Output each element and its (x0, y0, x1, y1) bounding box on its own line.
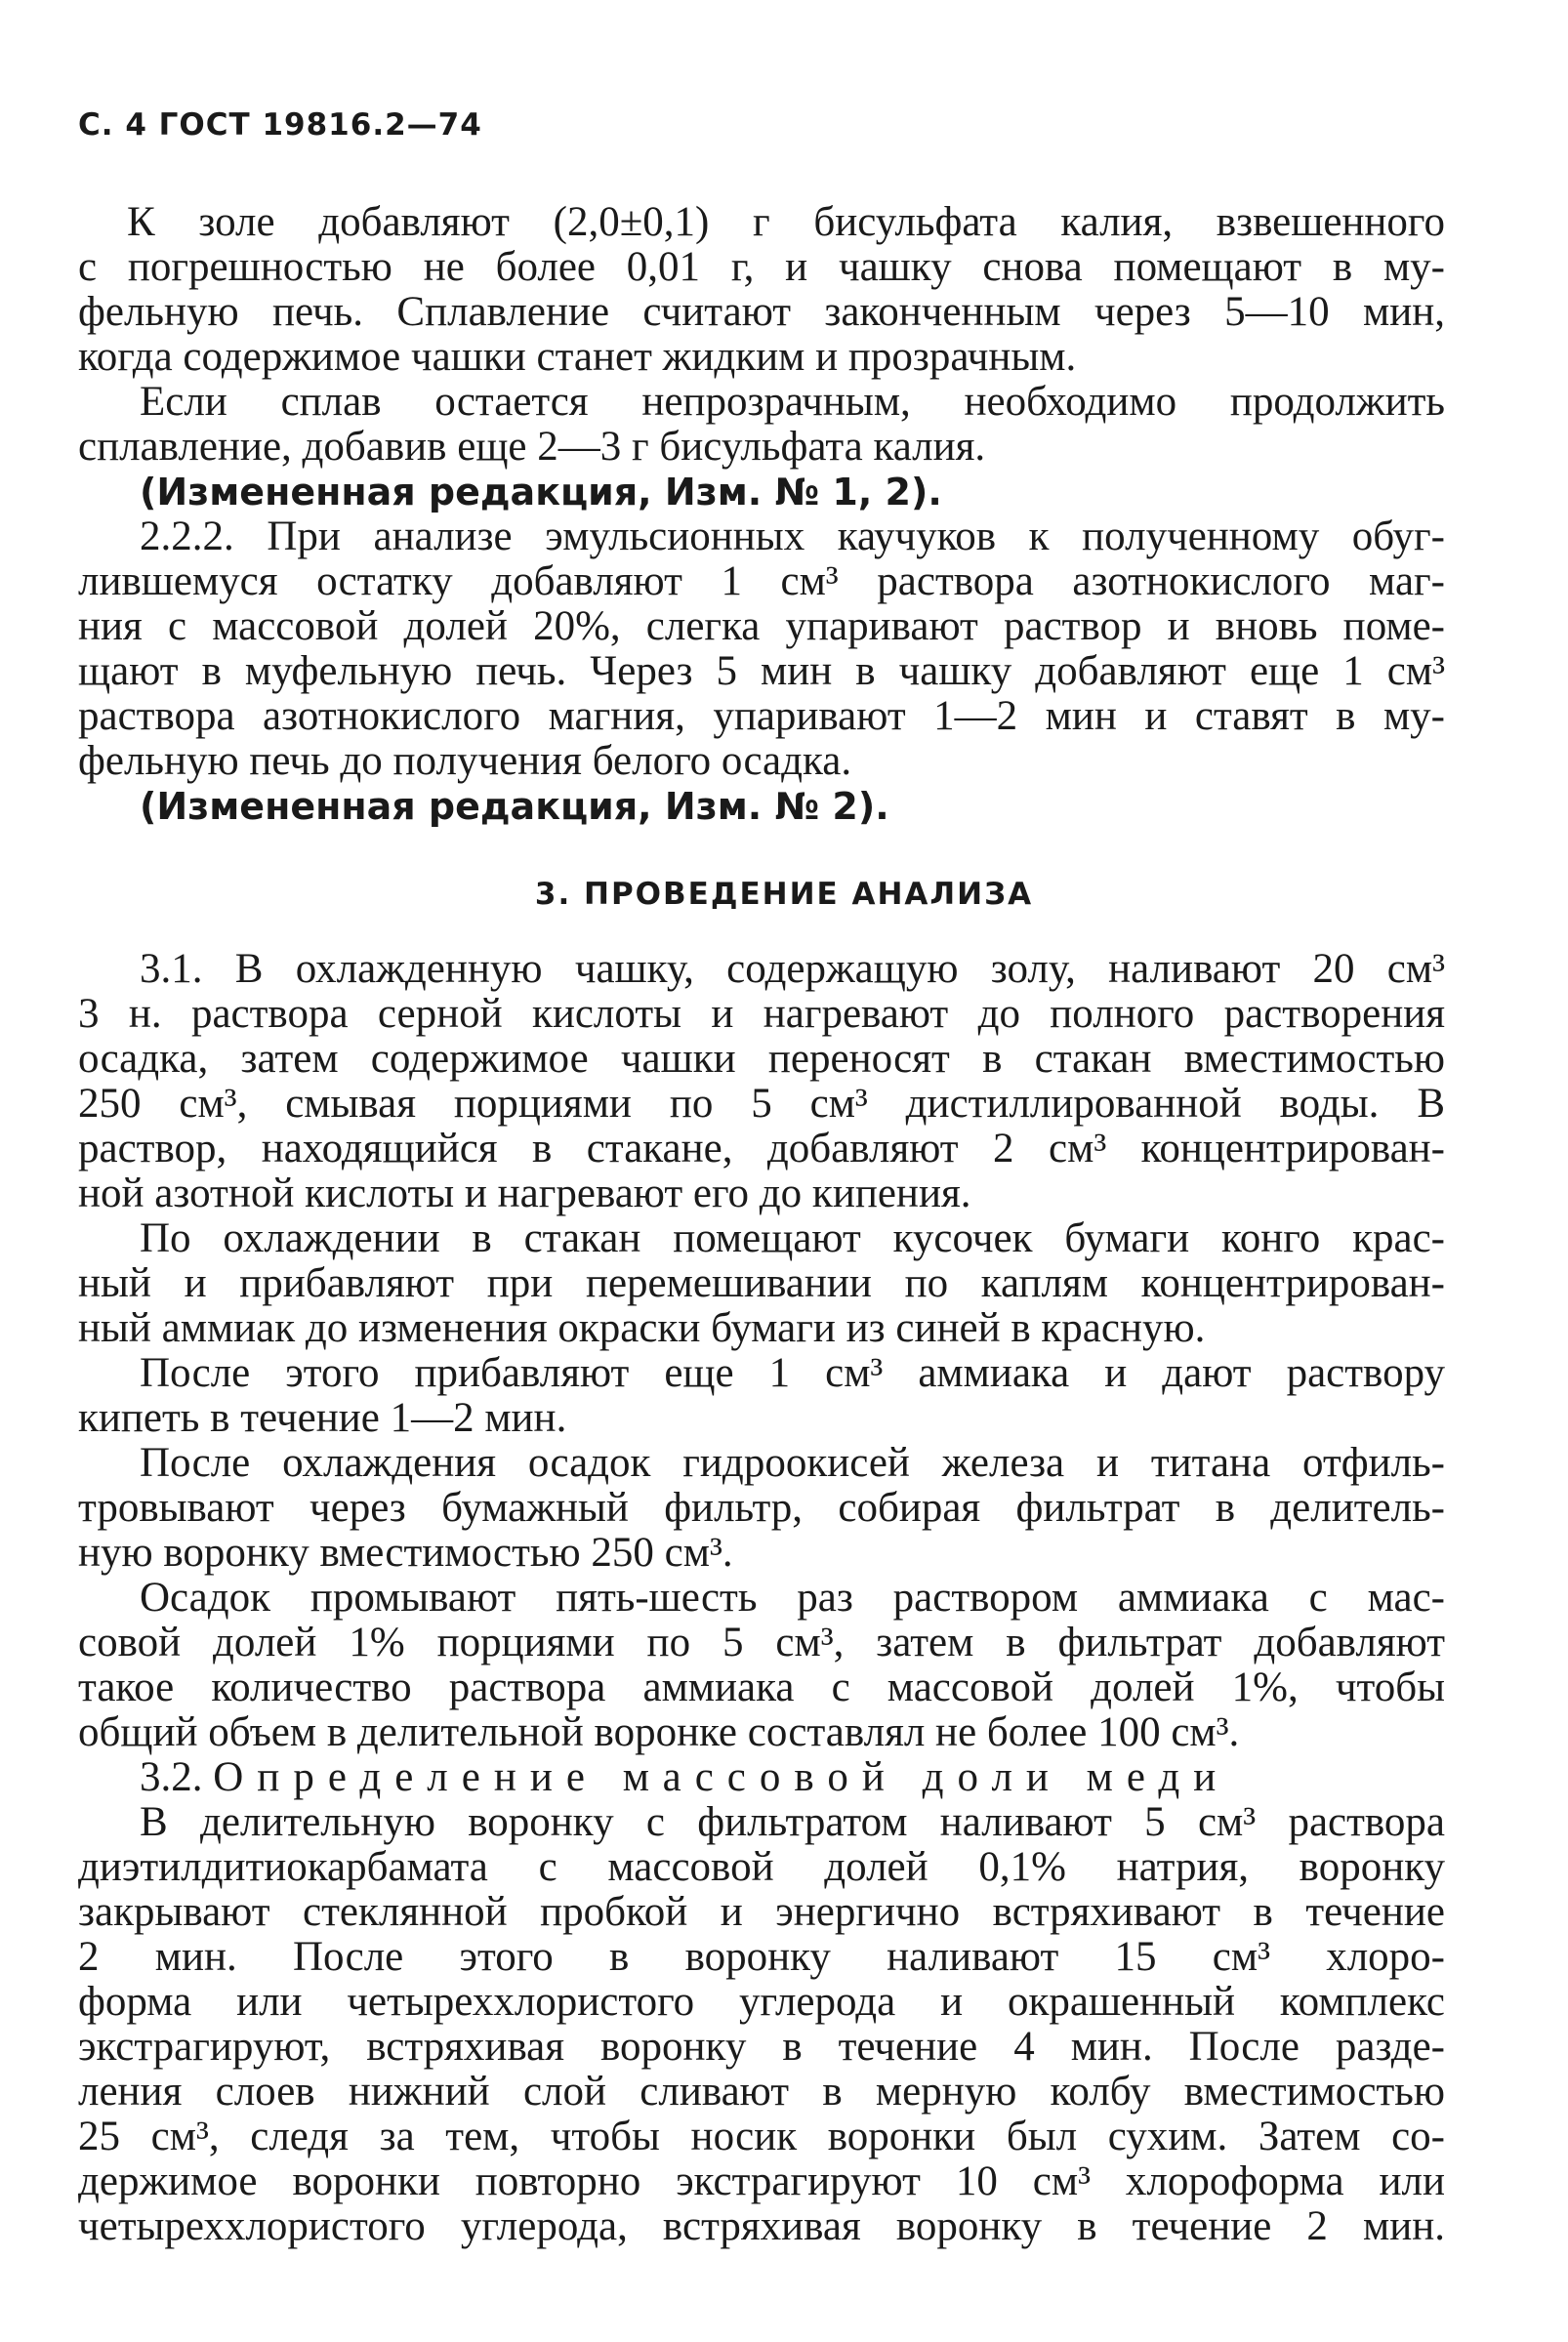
text-line: По охлаждении в стакан помещают кусочек бумаги конго крас- (140, 1215, 1445, 1261)
page-header: С. 4 ГОСТ 19816.2—74 (78, 107, 482, 143)
text-line: ную воронку вместимостью 250 см³. (78, 1530, 733, 1576)
text-line: щают в муфельную печь. Через 5 мин в чашку добавляют еще 1 см³ (78, 648, 1445, 694)
text-line: кипеть в течение 1—2 мин. (78, 1395, 567, 1441)
text-line: ной азотной кислоты и нагревают его до кипения. (78, 1171, 971, 1216)
text-line: совой долей 1% порциями по 5 см³, затем в фильтрат добавляют (78, 1620, 1445, 1665)
text-line: когда содержимое чашки станет жидким и прозрачным. (78, 334, 1077, 380)
text-line: 3 н. раствора серной кислоты и нагревают до полного растворения (78, 991, 1445, 1037)
text-line: раствора азотнокислого магния, упаривают 1—2 мин и ставят в му- (78, 693, 1445, 739)
edit-note-1: (Измененная редакция, Изм. № 1, 2). (140, 471, 942, 514)
text-line: сплавление, добавив еще 2—3 г бисульфата калия. (78, 424, 986, 470)
text-line: 250 см³, смывая порциями по 5 см³ дистиллированной воды. В (78, 1081, 1445, 1127)
text-line: ния с массовой долей 20%, слегка упаривают раствор и вновь поме- (78, 603, 1445, 649)
text-line: диэтилдитиокарбамата с массовой долей 0,1% натрия, воронку (78, 1844, 1445, 1890)
text-line: тровывают через бумажный фильтр, собирая фильтрат в делитель- (78, 1485, 1445, 1531)
text-line: раствор, находящийся в стакане, добавляют 2 см³ концентрирован- (78, 1126, 1445, 1171)
text-line: Если сплав остается непрозрачным, необходимо продолжить (140, 379, 1445, 425)
subsection-number: 3.2. (140, 1754, 203, 1800)
text-line: фельную печь до получения белого осадка. (78, 738, 852, 784)
text-line: После этого прибавляют еще 1 см³ аммиака и дают раствору (140, 1350, 1445, 1396)
text-line: 25 см³, следя за тем, чтобы носик воронки был сухим. Затем со- (78, 2114, 1445, 2159)
text-line: с погрешностью не более 0,01 г, и чашку снова помещают в му- (78, 244, 1445, 290)
text-line: 2.2.2. При анализе эмульсионных каучуков к полученному обуг- (140, 514, 1445, 559)
text-line: Осадок промывают пять-шесть раз раствором аммиака с мас- (140, 1575, 1445, 1621)
text-line: ления слоев нижний слой сливают в мерную колбу вместимостью (78, 2069, 1445, 2115)
text-line: лившемуся остатку добавляют 1 см³ раствора азотнокислого маг- (78, 558, 1445, 604)
text-line: экстрагируют, встряхивая воронку в течение 4 мин. После разде- (78, 2024, 1445, 2070)
subsection-heading (140, 1755, 1445, 1800)
text-line: В делительную воронку с фильтратом наливают 5 см³ раствора (140, 1799, 1445, 1845)
text-line: держимое воронки повторно экстрагируют 10 см³ хлороформа или (78, 2158, 1445, 2204)
text-line: закрывают стеклянной пробкой и энергично встряхивают в течение (78, 1889, 1445, 1935)
text-line: осадка, затем содержимое чашки переносят в стакан вместимостью (78, 1036, 1445, 1082)
text-line: четыреххлористого углерода, встряхивая воронку в течение 2 мин. (78, 2203, 1445, 2249)
text-line: фельную печь. Сплавление считают законченным через 5—10 мин, (78, 289, 1445, 335)
text-line: 2 мин. После этого в воронку наливают 15 см³ хлоро- (78, 1934, 1445, 1980)
section-title: 3. ПРОВЕДЕНИЕ АНАЛИЗА (534, 877, 1034, 912)
text-line: такое количество раствора аммиака с массовой долей 1%, чтобы (78, 1664, 1445, 1710)
text-line: ный аммиак до изменения окраски бумаги из синей в красную. (78, 1305, 1206, 1351)
text-line: 3.1. В охлажденную чашку, содержащую золу, наливают 20 см³ (140, 946, 1445, 992)
text-line: общий объем в делительной воронке составлял не более 100 см³. (78, 1709, 1240, 1755)
text-line: ный и прибавляют при перемешивании по каплям концентрирован- (78, 1260, 1445, 1306)
text-line: К золе добавляют (2,0±0,1) г бисульфата калия, взвешенного (127, 199, 1445, 245)
text-line: После охлаждения осадок гидроокисей железа и титана отфиль- (140, 1440, 1445, 1486)
subsection-title: Определение массовой доли меди (213, 1754, 1230, 1800)
text-line: форма или четыреххлористого углерода и окрашенный комплекс (78, 1979, 1445, 2025)
edit-note-2: (Измененная редакция, Изм. № 2). (140, 785, 889, 828)
